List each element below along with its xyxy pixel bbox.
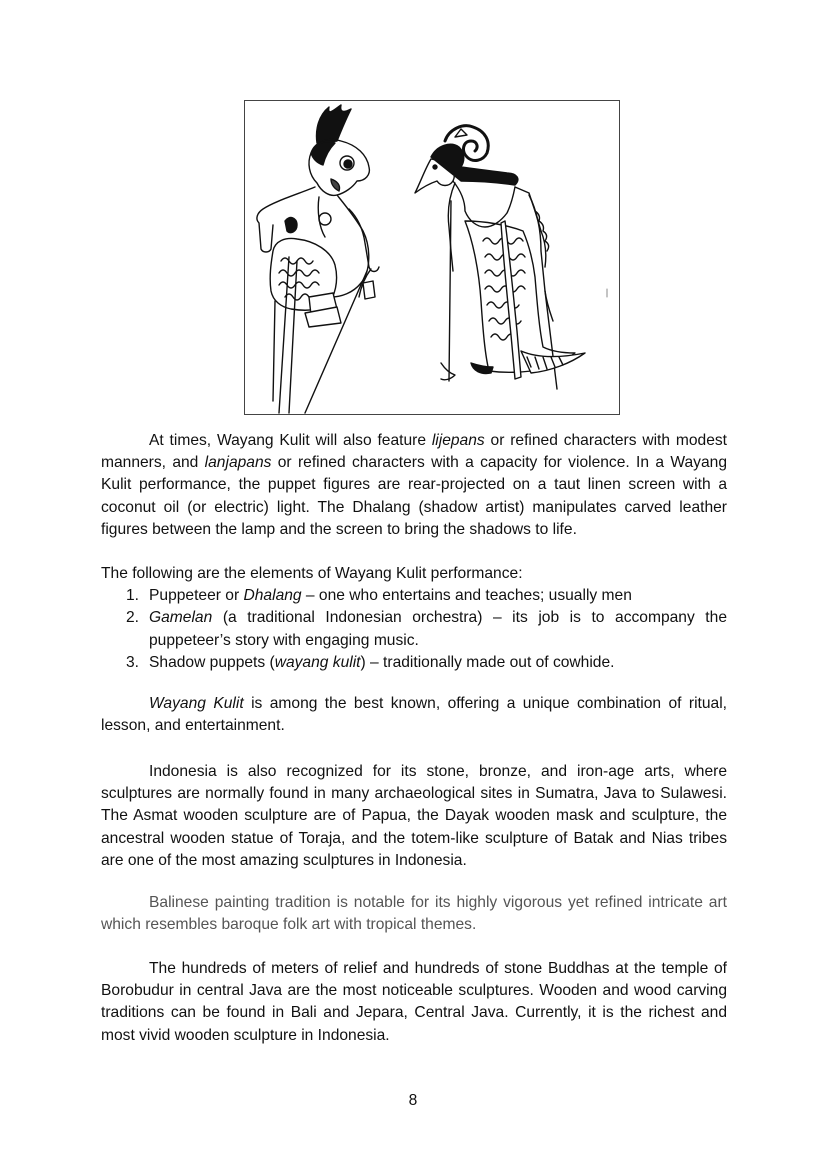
page-number: 8 xyxy=(408,1092,418,1109)
body-text-block-3 xyxy=(101,693,727,737)
elements-list xyxy=(101,585,727,674)
paragraph-borobudur: The hundreds of meters of relief and hundreds of stone Buddhas at the temple of Borobudur in central Java are the most noticeable sculptures. Wooden and wood carving traditions can be found in Bali and Jepara, Central Java. Currently, it is the richest and most vivid wooden sculpture in Indonesia. xyxy=(101,960,727,1044)
text-segment: (a traditional Indonesian orchestra) – its job is to accompany the puppeteer’s story with engaging music. xyxy=(149,609,727,649)
term-wayang-kulit: Wayang Kulit xyxy=(149,695,244,712)
wayang-kulit-illustration xyxy=(244,100,620,415)
term-wayang-kulit: wayang kulit xyxy=(274,653,361,671)
body-text-block-2 xyxy=(101,563,727,674)
term-lanjapans: lanjapans xyxy=(204,454,272,472)
list-item xyxy=(101,607,727,651)
body-text-block-6 xyxy=(101,958,727,1047)
list-intro: The following are the elements of Wayang Kulit performance: xyxy=(101,565,523,582)
text-segment: – one who entertains and teaches; usually men xyxy=(301,587,632,605)
text-segment: or refined characters with modest manners, and xyxy=(101,432,727,472)
body-text-block-4 xyxy=(101,761,727,872)
body-text-block-1 xyxy=(101,430,727,541)
term-lijepans: lijepans xyxy=(431,432,485,449)
term-dhalang: Dhalang xyxy=(243,587,302,605)
text-segment: or refined characters with a capacity for violence. In a Wayang Kulit performance, the puppet figures are rear-projected on a taut linen screen with a coconut oil (or electric) light. The Dhalang (shadow artist) manipulates carved leather figures between the lamp and the screen to bring the shadows to life. xyxy=(101,454,728,538)
paragraph-balinese-painting: Balinese painting tradition is notable for its highly vigorous yet refined intricate art which resembles baroque folk art with tropical themes. xyxy=(101,894,727,934)
text-segment: ) – traditionally made out of cowhide. xyxy=(360,653,615,671)
text-segment: Shadow puppets ( xyxy=(149,653,275,671)
text-segment: Puppeteer or xyxy=(149,587,244,605)
list-number: 2. xyxy=(126,609,140,627)
left-puppet-figure xyxy=(257,105,379,413)
right-puppet-figure xyxy=(415,126,585,389)
list-number: 3. xyxy=(126,653,140,671)
paragraph-wayang-best-known xyxy=(101,693,727,737)
paragraph-sculpture: Indonesia is also recognized for its stone, bronze, and iron-age arts, where sculptures are normally found in many archaeological sites in Sumatra, Java to Sulawesi. The Asmat wooden sculpture are of Papua, the Dayak wooden mask and sculpture, the ancestral wooden statue of Toraja, and the totem-like sculpture of Batak and Nias tribes are one of the most amazing sculptures in Indonesia. xyxy=(101,763,727,869)
paragraph-wayang-characters xyxy=(101,430,727,541)
text-segment: At times, Wayang Kulit will also feature xyxy=(149,432,432,449)
term-gamelan: Gamelan xyxy=(149,609,213,627)
list-number: 1. xyxy=(126,587,140,605)
body-text-block-5 xyxy=(101,892,727,936)
text-segment: is among the best known, offering a unique combination of ritual, lesson, and entertainment. xyxy=(101,695,728,735)
list-item xyxy=(101,585,727,607)
list-item xyxy=(101,652,727,674)
